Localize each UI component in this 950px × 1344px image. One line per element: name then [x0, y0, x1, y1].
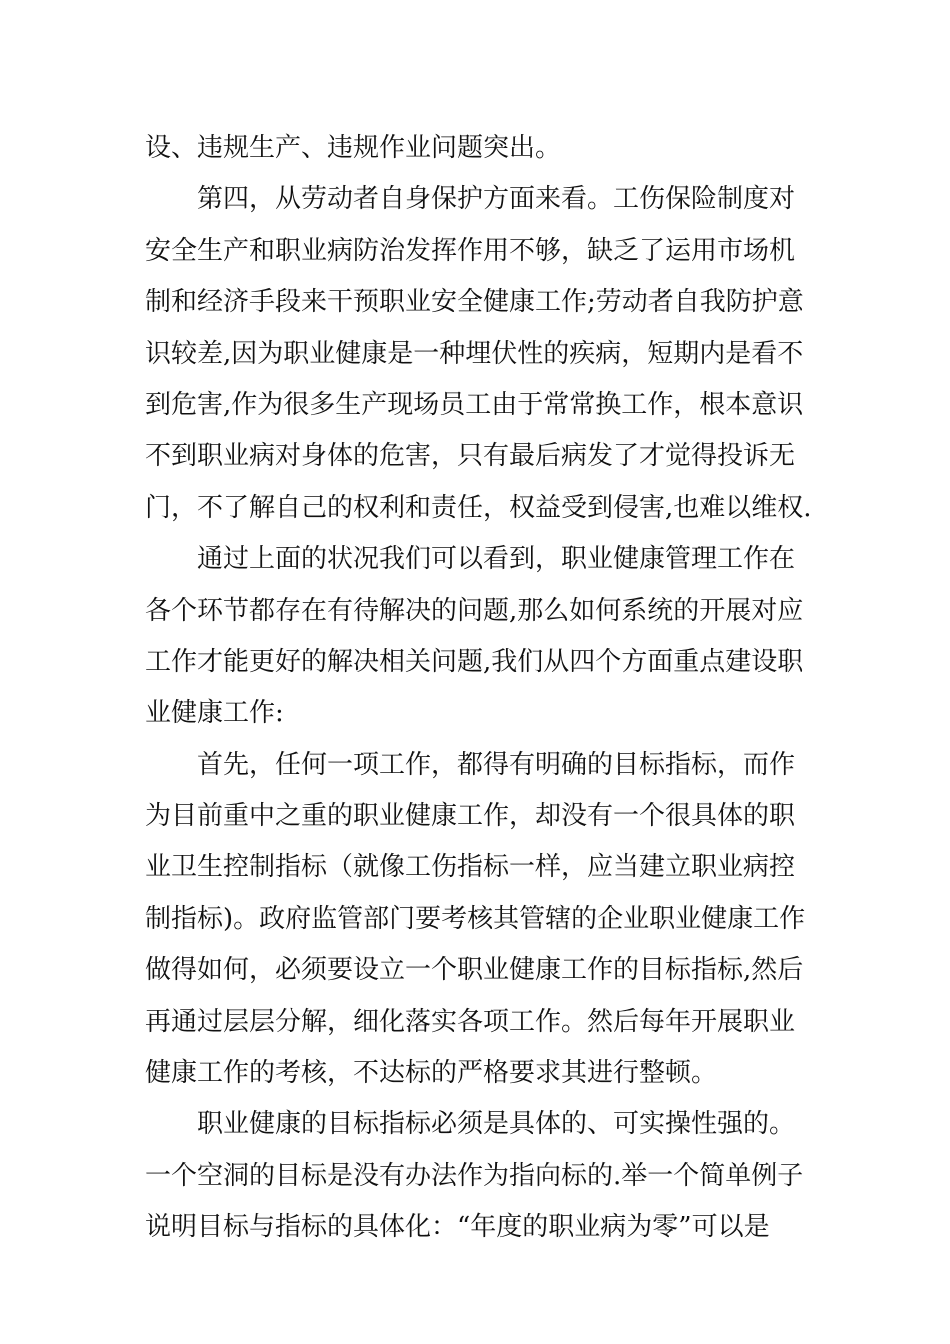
text-line: 健康工作的考核，不达标的严格要求其进行整顿。	[145, 1058, 718, 1089]
text-line: 做得如何，必须要设立一个职业健康工作的目标指标,然后	[145, 955, 804, 986]
paragraph-start-line: 第四，从劳动者自身保护方面来看。工伤保险制度对	[197, 184, 796, 215]
text-line: 不到职业病对身体的危害，只有最后病发了才觉得投诉无	[145, 441, 796, 472]
text-line: 安全生产和职业病防治发挥作用不够，缺乏了运用市场机	[145, 235, 796, 266]
text-line: 设、违规生产、违规作业问题突出。	[145, 133, 562, 163]
text-line: 工作才能更好的解决相关问题,我们从四个方面重点建设职	[145, 646, 804, 677]
text-line: 识较差,因为职业健康是一种埋伏性的疾病，短期内是看不	[145, 338, 804, 369]
paragraph-start-line: 职业健康的目标指标必须是具体的、可实操性强的。	[197, 1109, 796, 1140]
body-text	[145, 128, 812, 1259]
text-line: 再通过层层分解，细化落实各项工作。然后每年开展职业	[145, 1006, 796, 1037]
text-line: 业健康工作:	[145, 698, 284, 729]
text-line: 业卫生控制指标（就像工伤指标一样，应当建立职业病控	[145, 852, 796, 883]
text-line: 说明目标与指标的具体化：“年度的职业病为零”可以是	[145, 1212, 770, 1243]
text-line: 一个空洞的目标是没有办法作为指向标的.举一个简单例子	[145, 1160, 804, 1191]
text-line: 制和经济手段来干预职业安全健康工作;劳动者自我防护意	[145, 287, 804, 318]
text-line: 为目前重中之重的职业健康工作，却没有一个很具体的职	[145, 801, 796, 832]
paragraph-start-line: 通过上面的状况我们可以看到，职业健康管理工作在	[197, 544, 796, 575]
text-line: 到危害,作为很多生产现场员工由于常常换工作，根本意识	[145, 389, 804, 420]
text-line: 各个环节都存在有待解决的问题,那么如何系统的开展对应	[145, 595, 804, 626]
text-line: 制指标)。政府监管部门要考核其管辖的企业职业健康工作	[145, 903, 806, 934]
text-line: 门，不了解自己的权利和责任，权益受到侵害,也难以维权.	[145, 492, 812, 523]
paragraph-start-line: 首先，任何一项工作，都得有明确的目标指标，而作	[197, 749, 796, 780]
